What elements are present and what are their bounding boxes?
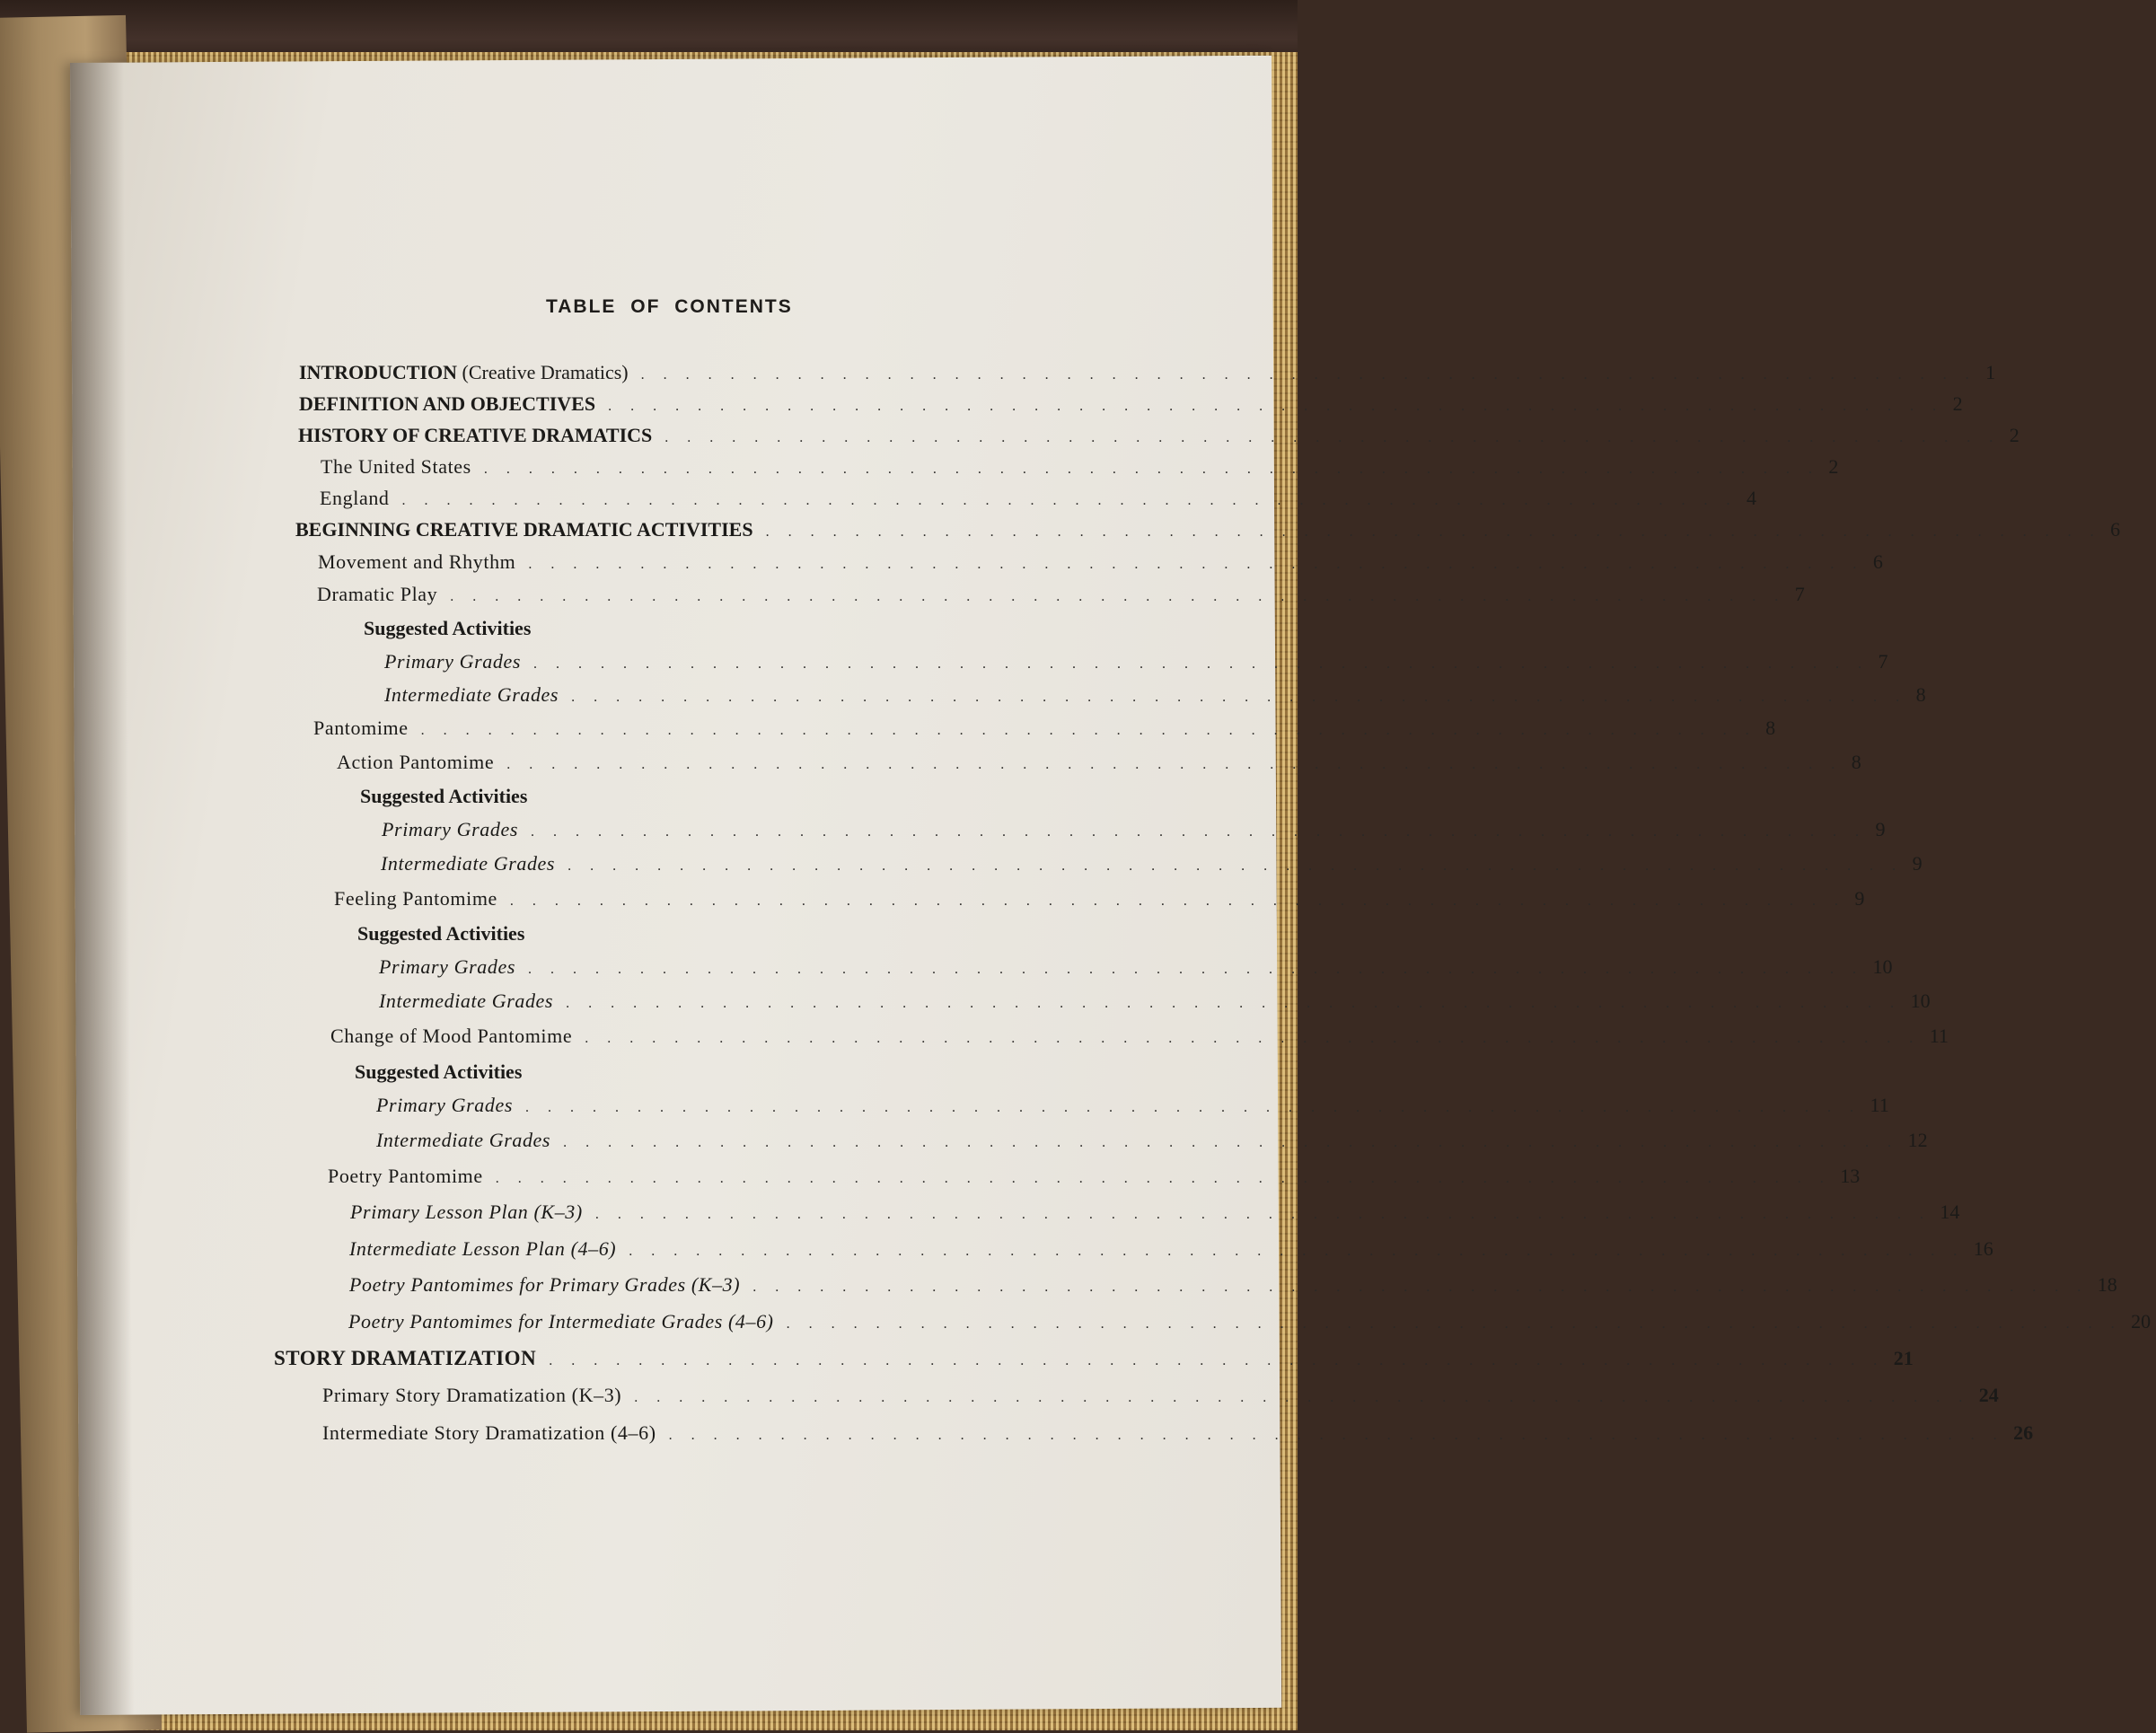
toc-entry-page: 8 xyxy=(1915,683,1926,706)
toc-entry-change-of-mood xyxy=(330,1025,1949,1048)
toc-entry-page: 1 xyxy=(1985,361,1996,383)
dot-leader: . . . . . . . . . . . . . . . . . . . . . . . . . . . . . . . . . . . . . . . . . . . . . . . . . . . . . . . . . . . . xyxy=(420,723,1757,738)
dot-leader: . . . . . . . . . . . . . . . . . . . . . . . . . . . . . . . . . . . . . . . . . . . . . . . . . . . . . . . . . . . . xyxy=(668,1428,2005,1443)
toc-entry-label: Primary Grades xyxy=(384,650,522,673)
toc-entry-primary-grades xyxy=(384,650,1888,673)
toc-heading-suggested-activities: Suggested Activities xyxy=(360,785,528,807)
toc-entry-primary-story xyxy=(322,1384,1999,1407)
toc-entry-label: Dramatic Play xyxy=(317,583,438,605)
toc-entry-page: 6 xyxy=(1872,550,1883,573)
toc-title: TABLE OF CONTENTS xyxy=(546,296,793,317)
dot-leader: . . . . . . . . . . . . . . . . . . . . . . . . . . . . . . . . . . . . . . . . . . . . . . . . . . . . . . . . . . . . xyxy=(525,1100,1861,1115)
toc-entry-label: Intermediate Story Dramatization (4–6) xyxy=(322,1421,656,1444)
dot-leader: . . . . . . . . . . . . . . . . . . . . . . . . . . . . . . . . . . . . . . . . . . . . . . . . . . . . . . . . . . . . xyxy=(765,524,2102,540)
dot-leader: . . . . . . . . . . . . . . . . . . . . . . . . . . . . . . . . . . . . . . . . . . . . . . . . . . . . . . . . . . . . xyxy=(483,462,1820,477)
toc-entry-page: 21 xyxy=(1893,1347,1914,1369)
toc-entry-page: 18 xyxy=(2097,1273,2117,1296)
toc-entry-label: Poetry Pantomimes for Primary Grades (K–3) xyxy=(349,1273,741,1296)
toc-entry-label: INTRODUCTION (Creative Dramatics) xyxy=(299,361,629,383)
toc-entry-page: 8 xyxy=(1851,751,1861,773)
dot-leader: . . . . . . . . . . . . . . . . . . . . . . . . . . . . . . . . . . . . . . . . . . . . . . . . . . . . . . . . . . . . xyxy=(566,996,1902,1011)
toc-entry-story-dramatization xyxy=(274,1347,1914,1370)
toc-entry-page: 10 xyxy=(1910,990,1931,1012)
dot-leader: . . . . . . . . . . . . . . . . . . . . . . . . . . . . . . . . . . . . . . . . . . . . . . . . . . . . . . . . . . . . xyxy=(531,824,1867,840)
toc-entry-page: 10 xyxy=(1872,955,1893,978)
toc-entry-page: 9 xyxy=(1912,852,1923,875)
toc-entry-intermediate-grades xyxy=(381,852,1923,875)
toc-entry-label: Intermediate Grades xyxy=(376,1129,551,1151)
dot-leader: . . . . . . . . . . . . . . . . . . . . . . . . . . . . . . . . . . . . . . . . . . . . . . . . . . . . . . . . . . . . xyxy=(608,399,1944,414)
toc-entry-introduction xyxy=(299,361,1996,384)
toc-entry-label: Feeling Pantomime xyxy=(334,887,497,910)
toc-entry-label: STORY DRAMATIZATION xyxy=(274,1347,537,1369)
dot-leader: . . . . . . . . . . . . . . . . . . . . . . . . . . . . . . . . . . . . . . . . . . . . . . . . . . . . . . . . . . . . xyxy=(568,858,1904,874)
toc-entry-label: Poetry Pantomime xyxy=(328,1165,483,1187)
dot-leader: . . . . . . . . . . . . . . . . . . . . . . . . . . . . . . . . . . . . . . . . . . . . . . . . . . . . . . . . . . . . xyxy=(664,430,2001,445)
toc-entry-action-pantomime xyxy=(337,751,1861,774)
toc-entry-label: Primary Grades xyxy=(382,818,519,840)
dot-leader: . . . . . . . . . . . . . . . . . . . . . . . . . . . . . . . . . . . . . . . . . . . . . . . . . . . . . . . . . . . . xyxy=(528,557,1864,572)
toc-entry-page: 7 xyxy=(1794,583,1805,605)
dot-leader: . . . . . . . . . . . . . . . . . . . . . . . . . . . . . . . . . . . . . . . . . . . . . . . . . . . . . . . . . . . . xyxy=(629,1244,1965,1259)
toc-entry-label: Intermediate Grades xyxy=(379,990,554,1012)
toc-entry-united-states xyxy=(321,455,1839,479)
toc-entry-label: DEFINITION AND OBJECTIVES xyxy=(299,392,596,415)
toc-entry-label: Primary Grades xyxy=(379,955,516,978)
toc-heading-suggested-activities: Suggested Activities xyxy=(357,922,525,945)
dot-leader: . . . . . . . . . . . . . . . . . . . . . . . . . . . . . . . . . . . . . . . . . . . . . . . . . . . . . . . . . . . . xyxy=(563,1135,1899,1150)
dot-leader: . . . . . . . . . . . . . . . . . . . . . . . . . . . . . . . . . . . . . . . . . . . . . . . . . . . . . . . . . . . . xyxy=(495,1171,1832,1186)
dot-leader: . . . . . . . . . . . . . . . . . . . . . . . . . . . . . . . . . . . . . . . . . . . . . . . . . . . . . . . . . . . . xyxy=(786,1316,2123,1332)
dot-leader: . . . . . . . . . . . . . . . . . . . . . . . . . . . . . . . . . . . . . . . . . . . . . . . . . . . . . . . . . . . . xyxy=(509,893,1846,909)
toc-entry-label: BEGINNING CREATIVE DRAMATIC ACTIVITIES xyxy=(295,518,753,541)
toc-entry-primary-lesson-plan xyxy=(350,1201,1960,1224)
toc-entry-label: Poetry Pantomimes for Intermediate Grades (4–6) xyxy=(348,1310,774,1333)
dot-leader: . . . . . . . . . . . . . . . . . . . . . . . . . . . . . . . . . . . . . . . . . . . . . . . . . . . . . . . . . . . . xyxy=(401,493,1738,508)
toc-entry-intermediate-grades xyxy=(384,683,1926,707)
dot-leader: . . . . . . . . . . . . . . . . . . . . . . . . . . . . . . . . . . . . . . . . . . . . . . . . . . . . . . . . . . . . xyxy=(450,589,1786,604)
dot-leader: . . . . . . . . . . . . . . . . . . . . . . . . . . . . . . . . . . . . . . . . . . . . . . . . . . . . . . . . . . . . xyxy=(585,1031,1921,1046)
toc-heading-suggested-activities: Suggested Activities xyxy=(355,1060,523,1083)
toc-entry-page: 4 xyxy=(1747,487,1757,509)
toc-entry-label: Action Pantomime xyxy=(337,751,495,773)
toc-entry-label: Primary Story Dramatization (K–3) xyxy=(322,1384,622,1406)
toc-entry-intermediate-lesson-plan xyxy=(349,1237,1993,1261)
toc-entry-page: 7 xyxy=(1878,650,1888,673)
toc-entry-label: HISTORY OF CREATIVE DRAMATICS xyxy=(298,424,653,446)
toc-entry-intermediate-grades xyxy=(376,1129,1928,1152)
toc-entry-page: 20 xyxy=(2131,1310,2152,1333)
toc-entry-primary-grades xyxy=(379,955,1893,979)
toc-entry-label: Intermediate Grades xyxy=(381,852,556,875)
toc-entry-definition xyxy=(299,392,1963,416)
dot-leader: . . . . . . . . . . . . . . . . . . . . . . . . . . . . . . . . . . . . . . . . . . . . . . . . . . . . . . . . . . . . xyxy=(640,367,1977,383)
dot-leader: . . . . . . . . . . . . . . . . . . . . . . . . . . . . . . . . . . . . . . . . . . . . . . . . . . . . . . . . . . . . xyxy=(506,757,1843,772)
toc-entry-intermediate-grades xyxy=(379,990,1931,1013)
toc-entry-page: 11 xyxy=(1870,1094,1889,1116)
toc-entry-label: Pantomime xyxy=(313,717,409,739)
toc-entry-feeling-pantomime xyxy=(334,887,1865,910)
dot-leader: . . . . . . . . . . . . . . . . . . . . . . . . . . . . . . . . . . . . . . . . . . . . . . . . . . . . . . . . . . . . xyxy=(533,656,1870,672)
toc-entry-page: 13 xyxy=(1840,1165,1861,1187)
toc-entry-page: 9 xyxy=(1854,887,1865,910)
dot-leader: . . . . . . . . . . . . . . . . . . . . . . . . . . . . . . . . . . . . . . . . . . . . . . . . . . . . . . . . . . . . xyxy=(634,1390,1970,1405)
toc-entry-label: Intermediate Lesson Plan (4–6) xyxy=(349,1237,617,1260)
toc-entry-intermediate-story xyxy=(322,1421,2034,1445)
toc-entry-poetry-pantomimes-intermediate xyxy=(348,1310,2152,1333)
toc-entry-primary-grades xyxy=(382,818,1886,841)
toc-entry-dramatic-play xyxy=(317,583,1805,606)
toc-entry-note: (Creative Dramatics) xyxy=(462,361,629,383)
toc-entry-label: Movement and Rhythm xyxy=(318,550,516,573)
toc-entry-label: Intermediate Grades xyxy=(384,683,559,706)
toc-entry-page: 14 xyxy=(1940,1201,1960,1223)
toc-entry-page: 16 xyxy=(1973,1237,1993,1260)
toc-entry-page: 8 xyxy=(1765,717,1776,739)
toc-entry-label: Change of Mood Pantomime xyxy=(330,1025,573,1047)
toc-entry-label: Primary Lesson Plan (K–3) xyxy=(350,1201,583,1223)
toc-entry-label: England xyxy=(320,487,390,509)
toc-entry-page: 2 xyxy=(1952,392,1963,415)
toc-entry-page: 24 xyxy=(1978,1384,1999,1406)
toc-entry-pantomime xyxy=(313,717,1776,740)
dot-leader: . . . . . . . . . . . . . . . . . . . . . . . . . . . . . . . . . . . . . . . . . . . . . . . . . . . . . . . . . . . . xyxy=(571,690,1907,705)
dot-leader: . . . . . . . . . . . . . . . . . . . . . . . . . . . . . . . . . . . . . . . . . . . . . . . . . . . . . . . . . . . . xyxy=(752,1280,2089,1295)
toc-entry-label: The United States xyxy=(321,455,471,478)
toc-entry-page: 12 xyxy=(1907,1129,1928,1151)
dot-leader: . . . . . . . . . . . . . . . . . . . . . . . . . . . . . . . . . . . . . . . . . . . . . . . . . . . . . . . . . . . . xyxy=(594,1207,1932,1222)
toc-entry-page: 2 xyxy=(1828,455,1839,478)
toc-entry-movement xyxy=(318,550,1883,574)
toc-entry-page: 6 xyxy=(2110,518,2121,541)
toc-entry-poetry-pantomime xyxy=(328,1165,1861,1188)
toc-entry-page: 11 xyxy=(1929,1025,1949,1047)
toc-entry-england xyxy=(320,487,1757,510)
toc-entry-beginning xyxy=(295,518,2121,541)
toc-entry-page: 26 xyxy=(2013,1421,2034,1444)
toc-entry-history xyxy=(298,424,2020,447)
toc-entry-label: Primary Grades xyxy=(376,1094,514,1116)
dot-leader: . . . . . . . . . . . . . . . . . . . . . . . . . . . . . . . . . . . . . . . . . . . . . . . . . . . . . . . . . . . . xyxy=(549,1353,1885,1368)
toc-entry-poetry-pantomimes-primary xyxy=(349,1273,2117,1297)
toc-heading-suggested-activities: Suggested Activities xyxy=(364,617,532,639)
dot-leader: . . . . . . . . . . . . . . . . . . . . . . . . . . . . . . . . . . . . . . . . . . . . . . . . . . . . . . . . . . . . xyxy=(528,962,1864,977)
toc-entry-primary-grades xyxy=(376,1094,1889,1117)
toc-entry-page: 9 xyxy=(1875,818,1886,840)
toc-entry-page: 2 xyxy=(2009,424,2020,446)
